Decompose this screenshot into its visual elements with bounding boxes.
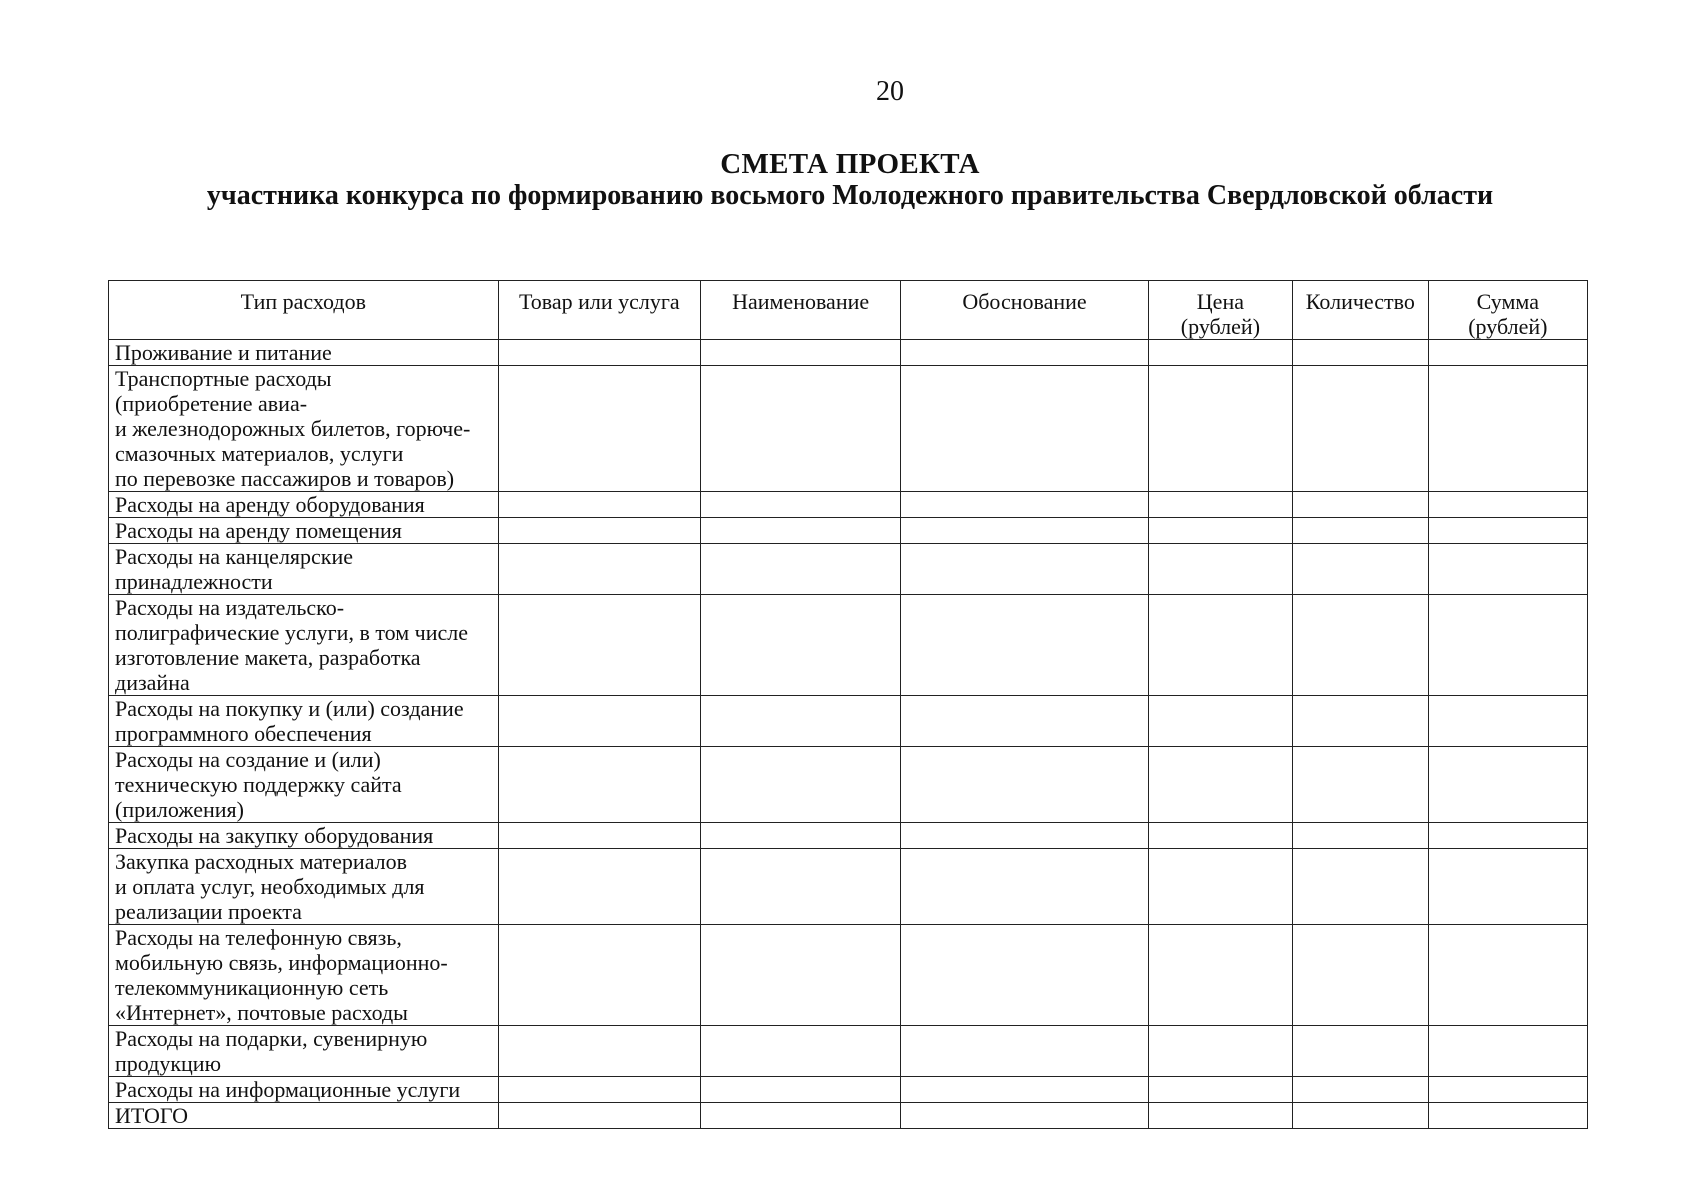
table-row [109,366,1588,492]
sum-cell[interactable] [1428,340,1587,366]
quantity-cell[interactable] [1293,544,1429,595]
quantity-cell[interactable] [1293,492,1429,518]
goods-or-service-cell[interactable] [498,544,700,595]
total-row [109,1103,1588,1129]
page-number: 20 [876,76,904,107]
justification-cell[interactable] [901,1103,1149,1129]
price-cell[interactable] [1148,366,1292,492]
price-cell[interactable] [1148,1026,1292,1077]
name-cell[interactable] [701,925,901,1026]
goods-or-service-cell[interactable] [498,925,700,1026]
table-row [109,849,1588,925]
document-subtitle: участника конкурса по формированию восьмого Молодежного правительства Свердловской области [206,180,1494,211]
sum-cell[interactable] [1428,849,1587,925]
table-row [109,823,1588,849]
sum-cell[interactable] [1428,595,1587,696]
expense-type-cell: Расходы на закупку оборудования [109,823,499,849]
table-row [109,492,1588,518]
quantity-cell[interactable] [1293,1103,1429,1129]
name-cell[interactable] [701,366,901,492]
price-cell[interactable] [1148,925,1292,1026]
justification-cell[interactable] [901,492,1149,518]
quantity-cell[interactable] [1293,823,1429,849]
justification-cell[interactable] [901,1077,1149,1103]
quantity-cell[interactable] [1293,595,1429,696]
name-cell[interactable] [701,340,901,366]
goods-or-service-cell[interactable] [498,492,700,518]
quantity-cell[interactable] [1293,366,1429,492]
expense-type-cell: Расходы на канцелярские принадлежности [109,544,499,595]
expense-type-cell: Расходы на информационные услуги [109,1077,499,1103]
justification-cell[interactable] [901,366,1149,492]
quantity-cell[interactable] [1293,518,1429,544]
table-row [109,544,1588,595]
price-cell[interactable] [1148,696,1292,747]
header-row [109,281,1588,340]
price-cell[interactable] [1148,823,1292,849]
sum-cell[interactable] [1428,1103,1587,1129]
price-cell[interactable] [1148,595,1292,696]
justification-cell[interactable] [901,518,1149,544]
goods-or-service-cell[interactable] [498,747,700,823]
goods-or-service-cell[interactable] [498,1077,700,1103]
table-row [109,518,1588,544]
price-cell[interactable] [1148,492,1292,518]
quantity-cell[interactable] [1293,925,1429,1026]
table-row [109,747,1588,823]
name-cell[interactable] [701,595,901,696]
table-row [109,696,1588,747]
sum-cell[interactable] [1428,366,1587,492]
table-row [109,925,1588,1026]
quantity-cell[interactable] [1293,696,1429,747]
justification-cell[interactable] [901,340,1149,366]
name-cell[interactable] [701,1103,901,1129]
goods-or-service-cell[interactable] [498,595,700,696]
expense-type-cell: Расходы на телефонную связь, мобильную связь, информационно- телекоммуникационную сеть «Интернет», почтовые расходы [109,925,499,1026]
expense-type-cell: Расходы на аренду помещения [109,518,499,544]
name-cell[interactable] [701,1077,901,1103]
name-cell[interactable] [701,823,901,849]
justification-cell[interactable] [901,595,1149,696]
price-cell[interactable] [1148,849,1292,925]
document-title: СМЕТА ПРОЕКТА [720,148,980,180]
table-body [109,340,1588,1129]
sum-cell[interactable] [1428,544,1587,595]
quantity-cell[interactable] [1293,1077,1429,1103]
header-sum: Сумма (рублей) [1428,281,1587,340]
price-cell[interactable] [1148,1077,1292,1103]
justification-cell[interactable] [901,849,1149,925]
goods-or-service-cell[interactable] [498,340,700,366]
name-cell[interactable] [701,544,901,595]
expense-type-cell: Проживание и питание [109,340,499,366]
justification-cell[interactable] [901,696,1149,747]
expense-type-cell: Расходы на аренду оборудования [109,492,499,518]
sum-cell[interactable] [1428,823,1587,849]
sum-cell[interactable] [1428,492,1587,518]
price-cell[interactable] [1148,544,1292,595]
expense-type-cell: Транспортные расходы (приобретение авиа- и железнодорожных билетов, горюче- смазочных материалов, услуги по перевозке пассажиров и товаров) [109,366,499,492]
table-header [109,281,1588,340]
name-cell[interactable] [701,492,901,518]
header-goods-or-service: Товар или услуга [498,281,700,340]
expense-type-cell: Расходы на создание и (или) техническую поддержку сайта (приложения) [109,747,499,823]
goods-or-service-cell[interactable] [498,696,700,747]
goods-or-service-cell[interactable] [498,1026,700,1077]
expense-type-cell: Расходы на издательско- полиграфические услуги, в том числе изготовление макета, разработка дизайна [109,595,499,696]
budget-table [108,280,1588,1129]
header-justification: Обоснование [901,281,1149,340]
expense-type-cell: Закупка расходных материалов и оплата услуг, необходимых для реализации проекта [109,849,499,925]
table-row [109,595,1588,696]
price-cell[interactable] [1148,340,1292,366]
justification-cell[interactable] [901,544,1149,595]
table-row [109,1077,1588,1103]
sum-cell[interactable] [1428,1077,1587,1103]
header-expense-type: Тип расходов [109,281,499,340]
name-cell[interactable] [701,696,901,747]
justification-cell[interactable] [901,925,1149,1026]
goods-or-service-cell[interactable] [498,823,700,849]
sum-cell[interactable] [1428,1026,1587,1077]
quantity-cell[interactable] [1293,849,1429,925]
table-row [109,340,1588,366]
expense-type-cell: Расходы на покупку и (или) создание программного обеспечения [109,696,499,747]
price-cell[interactable] [1148,1103,1292,1129]
header-name: Наименование [701,281,901,340]
price-cell[interactable] [1148,747,1292,823]
header-quantity: Количество [1293,281,1429,340]
quantity-cell[interactable] [1293,340,1429,366]
expense-type-cell: Расходы на подарки, сувенирную продукцию [109,1026,499,1077]
goods-or-service-cell[interactable] [498,849,700,925]
sum-cell[interactable] [1428,925,1587,1026]
name-cell[interactable] [701,747,901,823]
justification-cell[interactable] [901,823,1149,849]
sum-cell[interactable] [1428,747,1587,823]
justification-cell[interactable] [901,1026,1149,1077]
header-price: Цена (рублей) [1148,281,1292,340]
name-cell[interactable] [701,1026,901,1077]
expense-type-cell: ИТОГО [109,1103,499,1129]
goods-or-service-cell[interactable] [498,518,700,544]
sum-cell[interactable] [1428,518,1587,544]
name-cell[interactable] [701,849,901,925]
table-row [109,1026,1588,1077]
quantity-cell[interactable] [1293,1026,1429,1077]
quantity-cell[interactable] [1293,747,1429,823]
name-cell[interactable] [701,518,901,544]
price-cell[interactable] [1148,518,1292,544]
goods-or-service-cell[interactable] [498,366,700,492]
justification-cell[interactable] [901,747,1149,823]
goods-or-service-cell[interactable] [498,1103,700,1129]
sum-cell[interactable] [1428,696,1587,747]
